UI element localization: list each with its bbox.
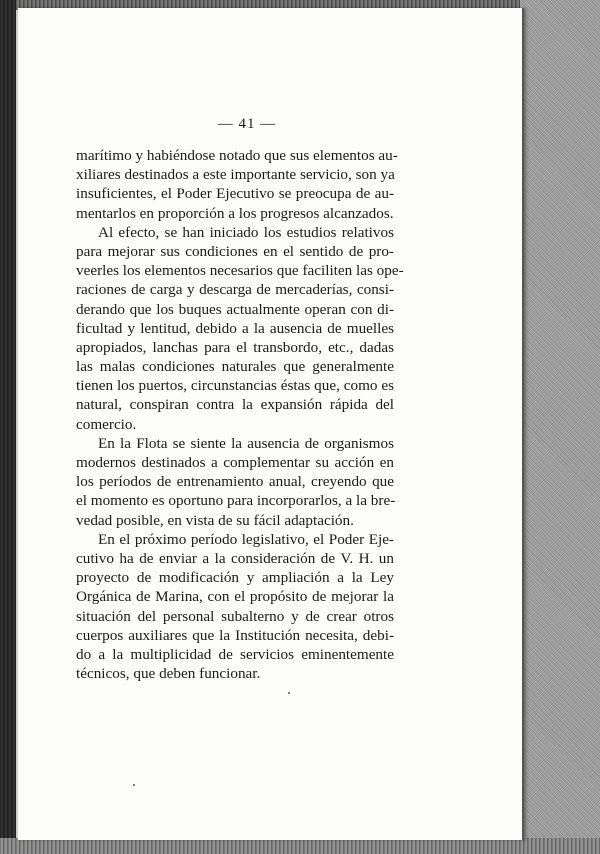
ink-speck	[133, 784, 135, 786]
text-line: proyecto de modificación y ampliación a la Ley	[76, 569, 394, 587]
scan-bottom-edge	[0, 838, 600, 854]
text-line: modernos destinados a complementar su acción en	[76, 454, 394, 471]
text-line: para mejorar sus condiciones en el sentido de pro-	[76, 242, 394, 260]
text-line: natural, conspiran contra la expansión rápida del	[76, 396, 394, 414]
text-line: marítimo y habiéndose notado que sus elementos au-	[76, 147, 398, 164]
text-line: el momento es oportuno para incorporarlos, a la bre-	[76, 492, 396, 510]
text-line: Orgánica de Marina, con el propósito de mejorar la	[76, 588, 394, 606]
ink-speck	[288, 692, 290, 694]
text-line: vedad posible, en vista de su fácil adaptación.	[76, 511, 354, 529]
text-line: derando que los buques actualmente operan con di-	[76, 300, 394, 318]
book-page	[18, 8, 524, 840]
scan-background-texture	[520, 0, 600, 854]
text-line: situación del personal subalterno y de crear otros	[76, 607, 394, 625]
paragraph	[76, 530, 394, 684]
text-line: cuerpos auxiliares que la Institución necesita, debi-	[76, 626, 394, 644]
text-line: veerles los elementos necesarios que faciliten las ope-	[76, 262, 404, 280]
text-line: las malas condiciones naturales que generalmente	[76, 358, 394, 376]
text-line: Al efecto, se han iniciado los estudios relativos	[98, 223, 394, 241]
paragraph	[76, 146, 398, 223]
text-line: apropiados, lanchas para el transbordo, etc., dadas	[76, 338, 394, 356]
text-line: ficultad y lentitud, debido a la ausencia de muelles	[76, 319, 394, 337]
paragraph	[76, 434, 394, 530]
text-line: comercio.	[76, 415, 137, 433]
text-line: En la Flota se siente la ausencia de organismos	[98, 434, 394, 452]
text-line: En el próximo período legislativo, el Poder Eje-	[98, 530, 394, 548]
text-line: raciones de carga y descarga de mercaderías, consi-	[76, 281, 394, 299]
text-line: mentarlos en proporción a los progresos alcanzados.	[76, 204, 394, 222]
text-line: tienen los puertos, circunstancias éstas que, como es	[76, 377, 394, 395]
text-line: do a la multiplicidad de servicios eminentemente	[76, 645, 394, 663]
book-spine-edge	[0, 0, 16, 854]
text-line: los períodos de entrenamiento anual, creyendo que	[76, 473, 394, 491]
text-line: xiliares destinados a este importante servicio, son ya	[76, 166, 395, 184]
text-line: insuficientes, el Poder Ejecutivo se preocupa de au-	[76, 185, 394, 203]
text-line: cutivo ha de enviar a la consideración de V. H. un	[76, 549, 394, 567]
page-number: — 41 —	[217, 116, 277, 132]
body-text	[76, 146, 404, 683]
text-line: técnicos, que deben funcionar.	[76, 665, 261, 683]
paragraph	[76, 223, 404, 434]
